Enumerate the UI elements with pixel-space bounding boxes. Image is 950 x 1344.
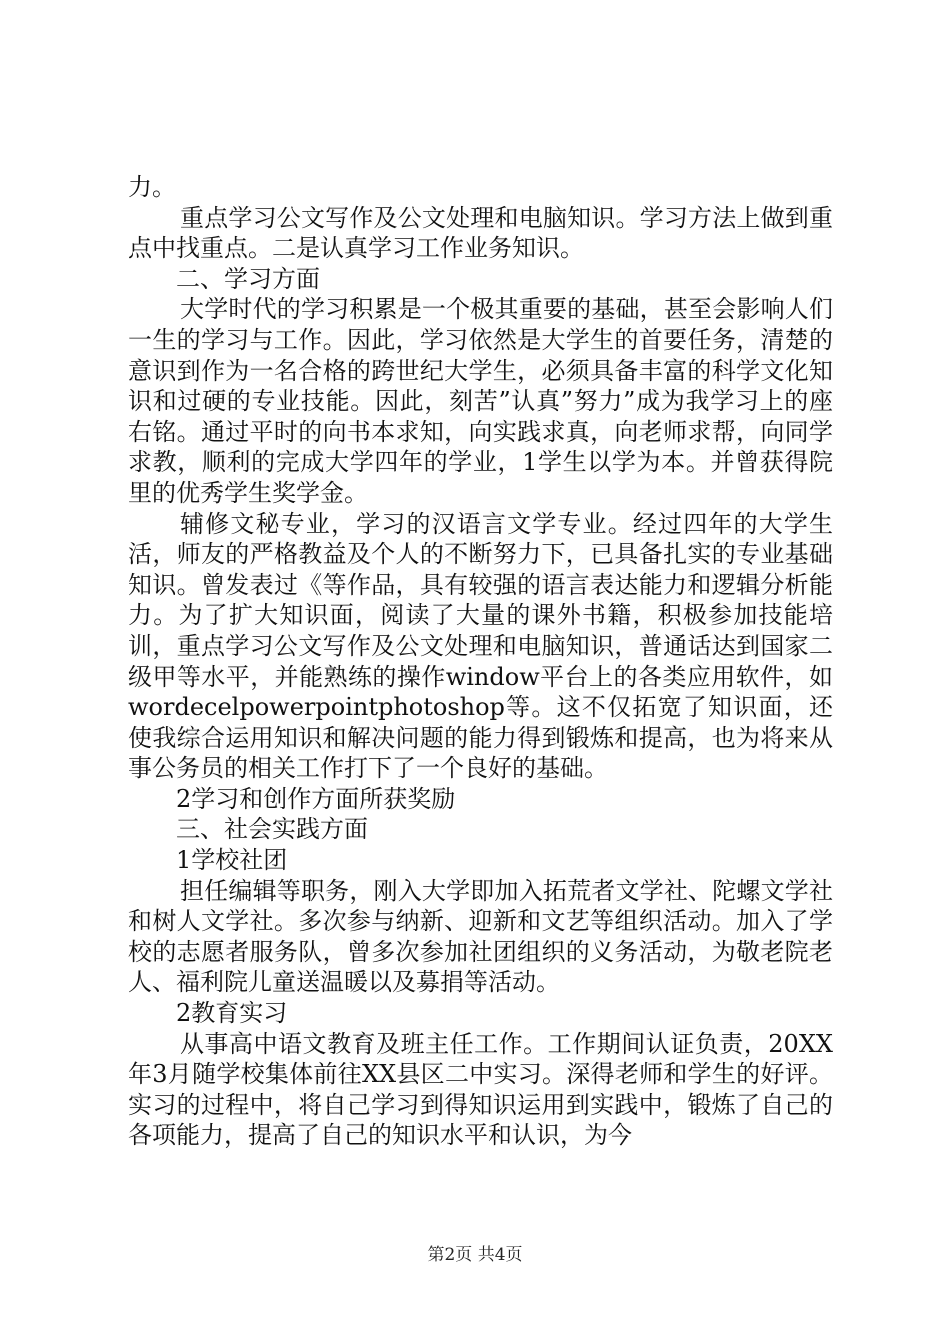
section-heading-social-practice: 三、社会实践方面 [176,815,368,844]
subheading-teaching-practice: 2教育实习 [176,999,288,1028]
paragraph-club-activities: 担任编辑等职务，刚入大学即加入拓荒者文学社、陀螺文学社和树人文学社。多次参与纳新、迎新和文艺等组织活动。加入了学校的志愿者服务队，曾多次参加社团组织的义务活动，为敬老院老人、福利院儿童送温暖以及募捐等活动。 [128,876,833,997]
subheading-awards: 2学习和创作方面所获奖励 [176,784,456,813]
paragraph-minor-secretarial: 辅修文秘专业，学习的汉语言文学专业。经过四年的大学生活，师友的严格教益及个人的不断努力下，已具备扎实的专业基础知识。曾发表过《等作品，具有较强的语言表达能力和逻辑分析能力。为了扩大知识面，阅读了大量的课外书籍，积极参加技能培训，重点学习公文写作及公文处理和电脑知识，普通话达到国家二级甲等水平，并能熟练的操作window平台上的各类应用软件，如wordecelpowerpointphotoshop等。这不仅拓宽了知识面，还使我综合运用知识和解决问题的能力得到锻炼和提高，也为将来从事公务员的相关工作打下了一个良好的基础。 [128,509,833,783]
section-heading-study: 二、学习方面 [176,264,320,293]
subheading-school-clubs: 1学校社团 [176,846,288,875]
page-footer: 第2页 共4页 [427,1245,523,1265]
paragraph-university-study: 大学时代的学习积累是一个极其重要的基础，甚至会影响人们一生的学习与工作。因此，学习依然是大学生的首要任务，清楚的意识到作为一名合格的跨世纪大学生，必须具备丰富的科学文化知识和过硬的专业技能。因此，刻苦”认真”努力”成为我学习上的座右铭。通过平时的向书本求知，向实践求真，向老师求帮，向同学求教，顺利的完成大学四年的学业，1学生以学为本。并曾获得院里的优秀学生奖学金。 [128,295,833,507]
document-body [128,172,833,1151]
paragraph-study-focus: 重点学习公文写作及公文处理和电脑知识。学习方法上做到重点中找重点。二是认真学习工作业务知识。 [128,203,833,263]
paragraph-teaching-practice: 从事高中语文教育及班主任工作。工作期间认证负责，20XX年3月随学校集体前往XX县区二中实习。深得老师和学生的好评。实习的过程中，将自己学习到得知识运用到实践中，锻炼了自己的各项能力，提高了自己的知识水平和认识，为今 [128,1029,833,1150]
paragraph-continuation: 力。 [128,173,176,201]
